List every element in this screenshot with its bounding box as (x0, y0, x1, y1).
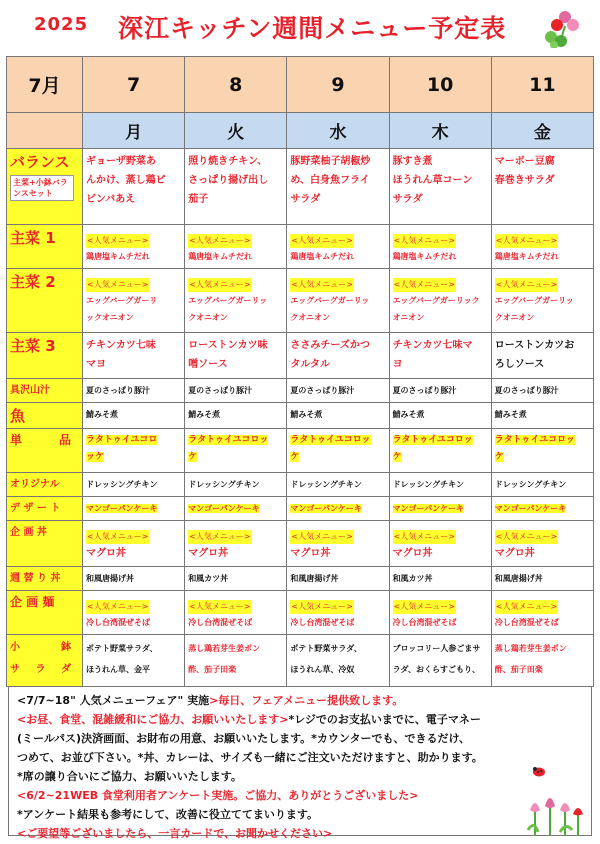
popular-badge: <人気メニュー> (495, 234, 558, 248)
menu-cell: 夏のさっぱり豚汁 (287, 379, 389, 403)
popular-badge: <人気メニュー> (188, 600, 251, 614)
menu-text: エッグバーグガーリック (392, 296, 480, 305)
menu-cell: 和風唐揚げ丼 (287, 567, 389, 591)
menu-cell (389, 521, 491, 567)
clover-icon (543, 8, 587, 48)
menu-text: エッグバーグガーリ (86, 296, 158, 305)
popular-badge: <人気メニュー> (495, 600, 558, 614)
category-dessert: デ ザ ー ト (7, 497, 83, 521)
popular-badge: <人気メニュー> (495, 530, 558, 544)
day-number: 7 (83, 57, 185, 113)
day-number: 11 (491, 57, 593, 113)
menu-text: マンゴーパンケーキ (494, 504, 567, 513)
menu-cell: 和風カツ丼 (185, 567, 287, 591)
popular-badge: <人気メニュー> (290, 234, 353, 248)
category-special-noodle: 企 画 麺 (7, 591, 83, 635)
notice-text: >毎日、フェアメニュー提供致します。 (209, 694, 404, 707)
menu-cell (287, 497, 389, 521)
category-label-part: 品 (58, 433, 71, 447)
menu-text: サラダ (392, 194, 423, 205)
menu-text: エッグバーグガーリッ (188, 296, 268, 305)
dessert-row (7, 497, 594, 521)
notice-line (17, 710, 583, 729)
menu-cell: 夏のさっぱり豚汁 (83, 379, 185, 403)
day-number: 10 (389, 57, 491, 113)
menu-cell: 夏のさっぱり豚汁 (185, 379, 287, 403)
menu-text: マグロ丼 (494, 548, 535, 559)
menu-text: 冷し台湾混ぜそば (290, 618, 355, 627)
menu-cell (185, 429, 287, 473)
menu-cell (389, 635, 491, 687)
original-row (7, 473, 594, 497)
category-weekly-bowl: 週 替 り 丼 (7, 567, 83, 591)
category-label-part: ラ (35, 664, 46, 675)
popular-badge: <人気メニュー> (86, 600, 149, 614)
notice-line: *席の譲り合いにご協力、お願いいたします。 (17, 770, 242, 783)
ladybug-icon (532, 765, 546, 777)
menu-text: 冷し台湾混ぜそば (494, 618, 559, 627)
notice-box (8, 686, 592, 840)
menu-cell: ドレッシングチキン (491, 473, 593, 497)
category-label-part: 小 (10, 642, 20, 653)
menu-text: ラタトゥイユコロ (86, 435, 158, 445)
menu-text: ラタトゥイユコロッ (188, 435, 269, 445)
menu-text: ビンバあえ (86, 194, 136, 205)
notice-line: <6/2~21WEB 食堂利用者アンケート実施。ご協力、ありがとうございました> (17, 789, 419, 802)
menu-text: ささみチーズかつ (290, 340, 370, 351)
menu-cell: 和風唐揚げ丼 (83, 567, 185, 591)
notice-text: <7/7~18" 人気メニューフェア" 実施 (17, 694, 210, 707)
menu-text: 酢、茄子田楽 (494, 665, 543, 674)
menu-text: オニオン (392, 313, 425, 322)
menu-cell (83, 269, 185, 333)
popular-badge: <人気メニュー> (188, 234, 251, 248)
main3-row (7, 333, 594, 379)
category-label (7, 149, 83, 225)
notice-line (17, 691, 583, 710)
menu-cell (83, 149, 185, 225)
menu-cell (389, 269, 491, 333)
popular-badge: <人気メニュー> (290, 530, 353, 544)
menu-text: 豚野菜柚子胡椒炒 (290, 156, 371, 167)
menu-cell (83, 521, 185, 567)
page-header (0, 0, 600, 50)
menu-text: マンゴーパンケーキ (290, 504, 362, 513)
menu-text: 鶏唐塩キムチだれ (392, 252, 457, 261)
menu-text: さっぱり揚げ出し (188, 175, 269, 186)
menu-text: ケ (188, 452, 198, 462)
menu-text: チキンカツ七味マ (392, 340, 473, 351)
menu-cell (491, 635, 593, 687)
special-bowl-row (7, 521, 594, 567)
category-main3: 主菜 3 (7, 333, 83, 379)
popular-badge: <人気メニュー> (290, 600, 353, 614)
menu-text: マヨ (86, 359, 106, 370)
notice-line: *アンケート結果も参考にして、改善に役立ててまいります。 (17, 808, 318, 821)
category-label-part: 単 (10, 433, 23, 447)
menu-text: ポテト野菜サラダ、 (86, 644, 158, 653)
single-item-row (7, 429, 594, 473)
menu-cell (389, 429, 491, 473)
main1-row (7, 225, 594, 269)
notice-text: *レジでのお支払いまでに、電子マネー (288, 713, 481, 726)
category-small-salad (7, 635, 83, 687)
menu-text: ラタトゥイユコロッ (290, 435, 371, 445)
menu-text: クオニオン (494, 313, 535, 322)
weekday: 月 (83, 113, 185, 149)
menu-text: ローストンカツお (494, 340, 575, 351)
main2-row (7, 269, 594, 333)
menu-cell (185, 333, 287, 379)
popular-badge: <人気メニュー> (188, 530, 251, 544)
menu-cell (287, 521, 389, 567)
tulips-icon (520, 780, 590, 838)
menu-text: クオニオン (188, 313, 228, 322)
menu-text: マグロ丼 (86, 548, 126, 559)
category-main2: 主菜 2 (7, 269, 83, 333)
menu-text: クオニオン (290, 313, 331, 322)
menu-text: ほうれん草、金平 (86, 665, 150, 674)
menu-cell: ドレッシングチキン (287, 473, 389, 497)
menu-text: 蒸し鶏若芽生姜ポン (188, 644, 261, 653)
menu-text: サラダ (290, 194, 321, 205)
menu-cell: ドレッシングチキン (185, 473, 287, 497)
balance-row (7, 149, 594, 225)
category-label-part: 鉢 (61, 642, 71, 653)
menu-text: ブロッコリー人参ごまサ (392, 644, 481, 653)
menu-cell (389, 497, 491, 521)
menu-cell (185, 521, 287, 567)
menu-cell (491, 333, 593, 379)
menu-text: マンゴーパンケーキ (86, 504, 158, 513)
menu-cell (389, 149, 491, 225)
notice-text: <お昼、食堂、混雑緩和にご協力、お願いいたします> (17, 713, 289, 726)
soup-row (7, 379, 594, 403)
menu-cell (491, 269, 593, 333)
year: 2025 (34, 14, 89, 35)
menu-cell: 和風カツ丼 (389, 567, 491, 591)
popular-badge: <人気メニュー> (290, 278, 353, 292)
menu-cell (185, 149, 287, 225)
popular-badge: <人気メニュー> (393, 600, 456, 614)
day-number: 8 (185, 57, 287, 113)
menu-cell: 鯖みそ煮 (389, 403, 491, 429)
menu-cell (287, 429, 389, 473)
weekday-row (7, 113, 594, 149)
menu-cell (287, 591, 389, 635)
menu-cell (491, 149, 593, 225)
menu-text: マンゴーパンケーキ (392, 504, 465, 513)
popular-badge: <人気メニュー> (393, 530, 456, 544)
menu-text: ラダ、おくらすごもり、 (392, 665, 481, 674)
menu-text: チキンカツ七味 (86, 340, 156, 351)
menu-cell (287, 225, 389, 269)
menu-cell (185, 225, 287, 269)
menu-text: ろしソース (494, 359, 545, 370)
menu-cell (185, 497, 287, 521)
menu-text: 鶏唐塩キムチだれ (494, 252, 559, 261)
menu-cell (287, 269, 389, 333)
weekly-menu-table (6, 56, 594, 687)
day-row (7, 57, 594, 113)
menu-text: め、白身魚フライ (290, 175, 370, 186)
menu-text: 照り焼きチキン、 (188, 156, 268, 167)
menu-text: 酢、茄子田楽 (188, 665, 237, 674)
category-original: オリジナル (7, 473, 83, 497)
menu-text: タルタル (290, 359, 330, 370)
notice-line: <ご要望等ございましたら、一言カードで、お聞かせください> (17, 827, 333, 840)
menu-text: ラタトゥイユコロッ (494, 435, 575, 445)
menu-cell (389, 225, 491, 269)
menu-cell: 夏のさっぱり豚汁 (491, 379, 593, 403)
menu-text: 鶏唐塩キムチだれ (86, 252, 150, 261)
menu-cell (83, 635, 185, 687)
menu-text: エッグバーグガーリッ (494, 296, 574, 305)
menu-cell (491, 429, 593, 473)
notice-line: (ミールパス)決済画面、お財布の用意、お願いいたします。*カウンターでも、できるだけ、 (17, 732, 471, 745)
menu-text: ケ (290, 452, 300, 462)
day-number: 9 (287, 57, 389, 113)
popular-badge: <人気メニュー> (393, 234, 456, 248)
menu-text: ほうれん草、冷奴 (290, 665, 355, 674)
weekday: 金 (491, 113, 593, 149)
menu-cell (83, 591, 185, 635)
menu-cell (83, 429, 185, 473)
menu-cell (185, 269, 287, 333)
menu-cell (491, 497, 593, 521)
menu-text: ヨ (392, 359, 403, 370)
menu-text: ギョーザ野菜あ (86, 156, 156, 167)
menu-text: 冷し台湾混ぜそば (188, 618, 253, 627)
category-label-part: サ (10, 664, 20, 675)
menu-text: ポテト野菜サラダ、 (290, 644, 362, 653)
menu-cell (83, 225, 185, 269)
menu-cell (185, 635, 287, 687)
menu-cell: ドレッシングチキン (389, 473, 491, 497)
fish-row (7, 403, 594, 429)
balance-sub-label: 主菜+小鉢バランスセット (10, 175, 74, 201)
category-label-part: ダ (61, 664, 71, 675)
popular-badge: <人気メニュー> (86, 278, 149, 292)
menu-text: 蒸し鶏若芽生姜ポン (494, 644, 567, 653)
menu-cell (389, 333, 491, 379)
weekday-blank (7, 113, 83, 149)
special-noodle-row (7, 591, 594, 635)
menu-cell (491, 521, 593, 567)
menu-text: 春巻きサラダ (494, 175, 555, 186)
page-title: 深江キッチン週間メニュー予定表 (118, 14, 507, 43)
menu-cell (185, 591, 287, 635)
category-special-bowl: 企 画 丼 (7, 521, 83, 567)
menu-cell: 和風唐揚げ丼 (491, 567, 593, 591)
menu-cell (83, 497, 185, 521)
menu-cell (491, 591, 593, 635)
menu-text: 冷し台湾混ぜそば (392, 618, 457, 627)
menu-text: マンゴーパンケーキ (188, 504, 260, 513)
menu-cell: 鯖みそ煮 (287, 403, 389, 429)
popular-badge: <人気メニュー> (86, 234, 149, 248)
menu-text: マグロ丼 (188, 548, 229, 559)
category-soup: 具沢山汁 (7, 379, 83, 403)
menu-cell (287, 149, 389, 225)
notice-line: つめて、お並び下さい。*丼、カレーは、サイズも一緒にご注文いただけますと、助かります。 (17, 751, 483, 764)
weekday: 火 (185, 113, 287, 149)
menu-text: マグロ丼 (392, 548, 433, 559)
small-salad-row (7, 635, 594, 687)
menu-text: 冷し台湾混ぜそば (86, 618, 150, 627)
menu-text: ローストンカツ味 (188, 340, 268, 351)
menu-text: んかけ、蒸し鶏ピ (86, 175, 166, 186)
menu-text: 噌ソース (188, 359, 228, 370)
category-main1: 主菜 1 (7, 225, 83, 269)
menu-cell (287, 333, 389, 379)
menu-text: マーボー豆腐 (494, 156, 555, 167)
menu-text: 鶏唐塩キムチだれ (188, 252, 252, 261)
month-cell: 7月 (7, 57, 83, 113)
menu-text: ラタトゥイユコロッ (392, 435, 473, 445)
menu-text: ケ (392, 452, 402, 462)
category-fish: 魚 (7, 403, 83, 429)
menu-text: マグロ丼 (290, 548, 331, 559)
menu-text: 茄子 (188, 194, 209, 205)
popular-badge: <人気メニュー> (86, 530, 149, 544)
category-balance: バランス (10, 153, 70, 171)
menu-cell (287, 635, 389, 687)
menu-text: ックオニオン (86, 313, 134, 322)
menu-cell (389, 591, 491, 635)
weekday: 木 (389, 113, 491, 149)
menu-cell (491, 225, 593, 269)
menu-text: ッケ (86, 452, 105, 462)
menu-cell: ドレッシングチキン (83, 473, 185, 497)
menu-cell: 夏のさっぱり豚汁 (389, 379, 491, 403)
menu-text: 鶏唐塩キムチだれ (290, 252, 355, 261)
menu-cell (83, 333, 185, 379)
menu-cell: 鯖みそ煮 (185, 403, 287, 429)
menu-text: エッグバーグガーリッ (290, 296, 370, 305)
weekly-bowl-row (7, 567, 594, 591)
weekday: 水 (287, 113, 389, 149)
popular-badge: <人気メニュー> (393, 278, 456, 292)
menu-text: 豚すき煮 (392, 156, 433, 167)
menu-text: ほうれん草コーン (392, 175, 473, 186)
menu-text: ケ (494, 452, 504, 462)
menu-cell: 鯖みそ煮 (491, 403, 593, 429)
category-single (7, 429, 83, 473)
popular-badge: <人気メニュー> (188, 278, 251, 292)
popular-badge: <人気メニュー> (495, 278, 558, 292)
menu-cell: 鯖みそ煮 (83, 403, 185, 429)
